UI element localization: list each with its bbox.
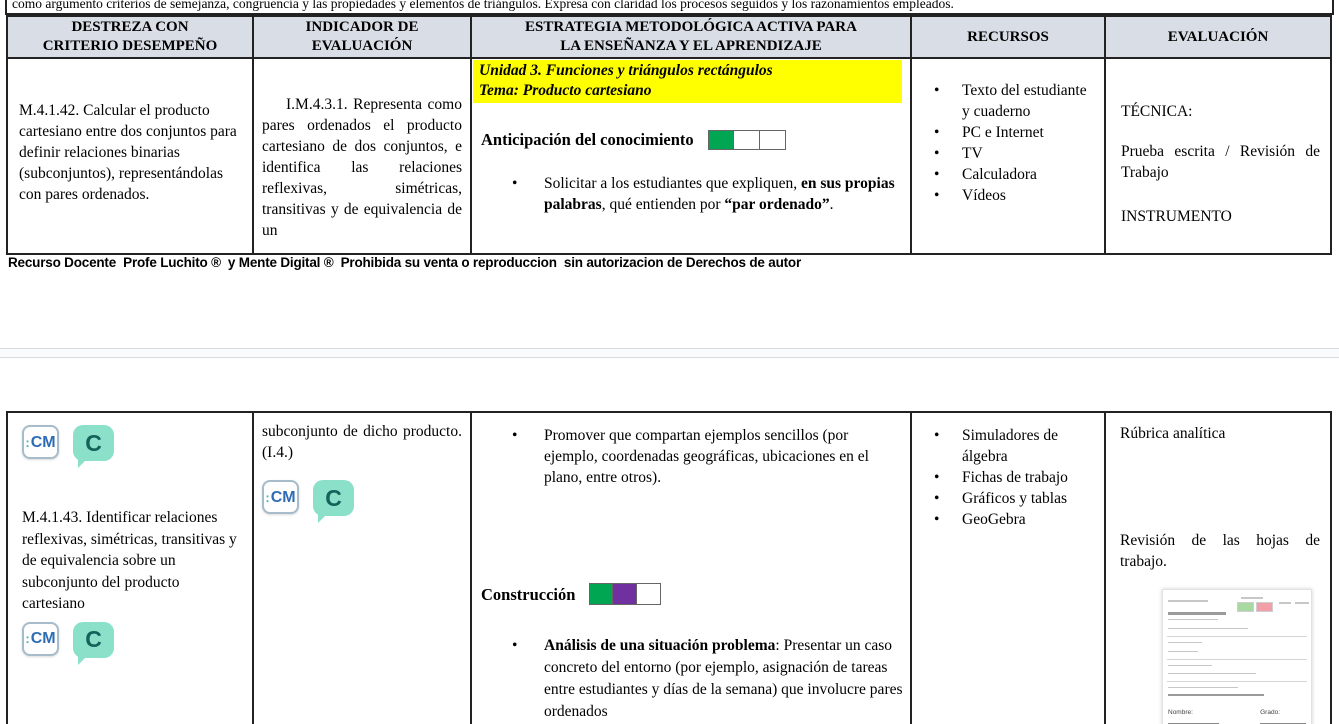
- indicador-continuation-text: subconjunto de dicho producto. (I.4.): [262, 423, 462, 461]
- activity-bullet: [472, 425, 910, 488]
- instrumento-label: INSTRUMENTO: [1121, 208, 1232, 225]
- activity-text: Promover que compartan ejemplos sencillos (por ejemplo, coordenadas geográficas, ubicaciones en el plano, entre otros).: [544, 427, 869, 486]
- progress-segment: [637, 583, 661, 605]
- progress-segment: [708, 130, 734, 150]
- cm-icon: : CM: [262, 480, 299, 514]
- activity-bullet: [472, 173, 910, 215]
- bullet-icon: •: [934, 82, 940, 99]
- cell-estrategia-anticipacion: [470, 59, 910, 253]
- cm-icon: : CM: [22, 425, 59, 459]
- progress-segment: [734, 130, 760, 150]
- destreza-text: M.4.1.42. Calcular el producto cartesiano entre dos conjuntos para definir relaciones binarias (subconjuntos), representándolas con pares ordenados.: [19, 102, 237, 203]
- unit-topic: Tema: Producto cartesiano: [479, 82, 652, 99]
- phase-label: Anticipación del conocimiento: [481, 130, 694, 149]
- header-cell-evaluacion: EVALUACIÓN: [1104, 17, 1330, 59]
- curriculum-icons: [262, 480, 462, 516]
- recursos-list: [912, 80, 1104, 206]
- list-item: • PC e Internet: [934, 124, 1044, 141]
- activity-text: Solicitar a los estudiantes que expliquen, en sus propias palabras, qué entienden por “par ordenado”.: [544, 175, 895, 213]
- cm-icon-colon: :: [265, 489, 270, 505]
- phase-construccion: [472, 583, 910, 605]
- cell-destreza-m4142: [8, 59, 252, 253]
- intro-text-row: [5, 0, 1334, 15]
- phase-anticipacion: [472, 129, 910, 150]
- page-separator: [0, 348, 1339, 358]
- list-item: • Fichas de trabajo: [934, 469, 1068, 486]
- lesson-plan-table-page2: [6, 411, 1332, 724]
- activity-text: Análisis de una situación problema: Presentar un caso concreto del entorno (por ejemplo, asignación de tareas entre estudiantes y días de la semana) que involucre pares ordenados: [544, 637, 903, 720]
- list-item: • Vídeos: [934, 187, 1006, 204]
- list-item: • GeoGebra: [934, 511, 1026, 528]
- progress-bar-construccion: [589, 583, 661, 605]
- c-speech-icon: C: [73, 425, 114, 461]
- list-item: • Texto del estudiante y cuaderno: [934, 82, 1087, 120]
- bullet-icon: •: [934, 124, 940, 141]
- recursos-list: [912, 425, 1104, 530]
- bullet-icon: •: [934, 469, 940, 486]
- lesson-plan-table-page1: [6, 15, 1332, 255]
- c-speech-icon: C: [313, 480, 354, 516]
- progress-segment: [613, 583, 637, 605]
- progress-bar-anticipacion: [708, 130, 786, 150]
- cell-indicador-continuation: [252, 413, 470, 724]
- list-item: • Simuladores de álgebra: [934, 427, 1058, 465]
- cell-recursos-page1: [910, 59, 1104, 253]
- curriculum-icons: [22, 425, 244, 461]
- cell-recursos-page2: [910, 413, 1104, 724]
- header-cell-destreza: DESTREZA CON CRITERIO DESEMPEÑO: [8, 17, 252, 59]
- activity-bullet: [472, 635, 910, 723]
- tecnica-value: Prueba escrita / Revisión de Trabajo: [1121, 143, 1320, 181]
- cm-icon-colon: :: [25, 631, 30, 646]
- cm-icon-colon: :: [25, 434, 30, 450]
- list-item: • Calculadora: [934, 166, 1037, 183]
- list-item: • TV: [934, 145, 983, 162]
- bullet-icon: •: [934, 145, 940, 162]
- intro-text: como argumento criterios de semejanza, congruencia y las propiedades y elementos de triángulos. Expresa con claridad los procesos seguidos y los razonamientos empleados.: [12, 0, 954, 11]
- phase-label: Construcción: [481, 584, 576, 604]
- bullet-icon: •: [934, 511, 940, 528]
- header-cell-recursos: RECURSOS: [910, 17, 1104, 59]
- bullet-icon: •: [934, 490, 940, 507]
- cell-evaluacion-page1: [1104, 59, 1330, 253]
- unit-highlight: [473, 60, 902, 103]
- cm-icon: : CM: [22, 622, 59, 656]
- cell-indicador-im431: [252, 59, 470, 253]
- copyright-footer: Recurso Docente Profe Luchito ® y Mente Digital ® Prohibida su venta o reproduccion sin autorizacion de Derechos de autor: [8, 255, 802, 270]
- list-item: • Gráficos y tablas: [934, 490, 1068, 507]
- cell-destreza-m4143: [8, 413, 252, 724]
- header-cell-indicador: INDICADOR DE EVALUACIÓN: [252, 17, 470, 59]
- bullet-icon: •: [512, 637, 518, 654]
- bullet-icon: •: [512, 175, 518, 192]
- destreza-text: M.4.1.43. Identificar relaciones reflexivas, simétricas, transitivas y de equivalencia sobre un subconjunto del producto cartesiano: [22, 509, 237, 612]
- bullet-icon: •: [934, 427, 940, 444]
- tecnica-label: TÉCNICA:: [1121, 103, 1193, 120]
- curriculum-icons: [22, 622, 244, 658]
- bullet-icon: •: [934, 187, 940, 204]
- evaluacion-rubrica: Rúbrica analítica: [1120, 425, 1226, 442]
- unit-title: Unidad 3. Funciones y triángulos rectángulos: [479, 62, 773, 79]
- bullet-icon: •: [934, 166, 940, 183]
- header-cell-estrategia: ESTRATEGIA METODOLÓGICA ACTIVA PARA LA ENSEÑANZA Y EL APRENDIZAJE: [470, 17, 910, 59]
- bullet-icon: •: [512, 427, 518, 444]
- progress-segment: [589, 583, 613, 605]
- progress-segment: [760, 130, 786, 150]
- c-speech-icon: C: [73, 622, 114, 658]
- rubric-thumbnail-image: [1162, 589, 1312, 724]
- indicador-text: I.M.4.3.1. Representa como pares ordenados el producto cartesiano de dos conjuntos, e identifica las relaciones reflexivas, simétricas, transitivas y de equivalencia de un: [262, 96, 462, 239]
- rubric-name-grade-line: Nombre: Grado:: [1168, 702, 1306, 724]
- cell-evaluacion-page2: [1104, 413, 1330, 724]
- cell-estrategia-construccion: [470, 413, 910, 724]
- evaluacion-revision: Revisión de las hojas de trabajo.: [1120, 532, 1320, 570]
